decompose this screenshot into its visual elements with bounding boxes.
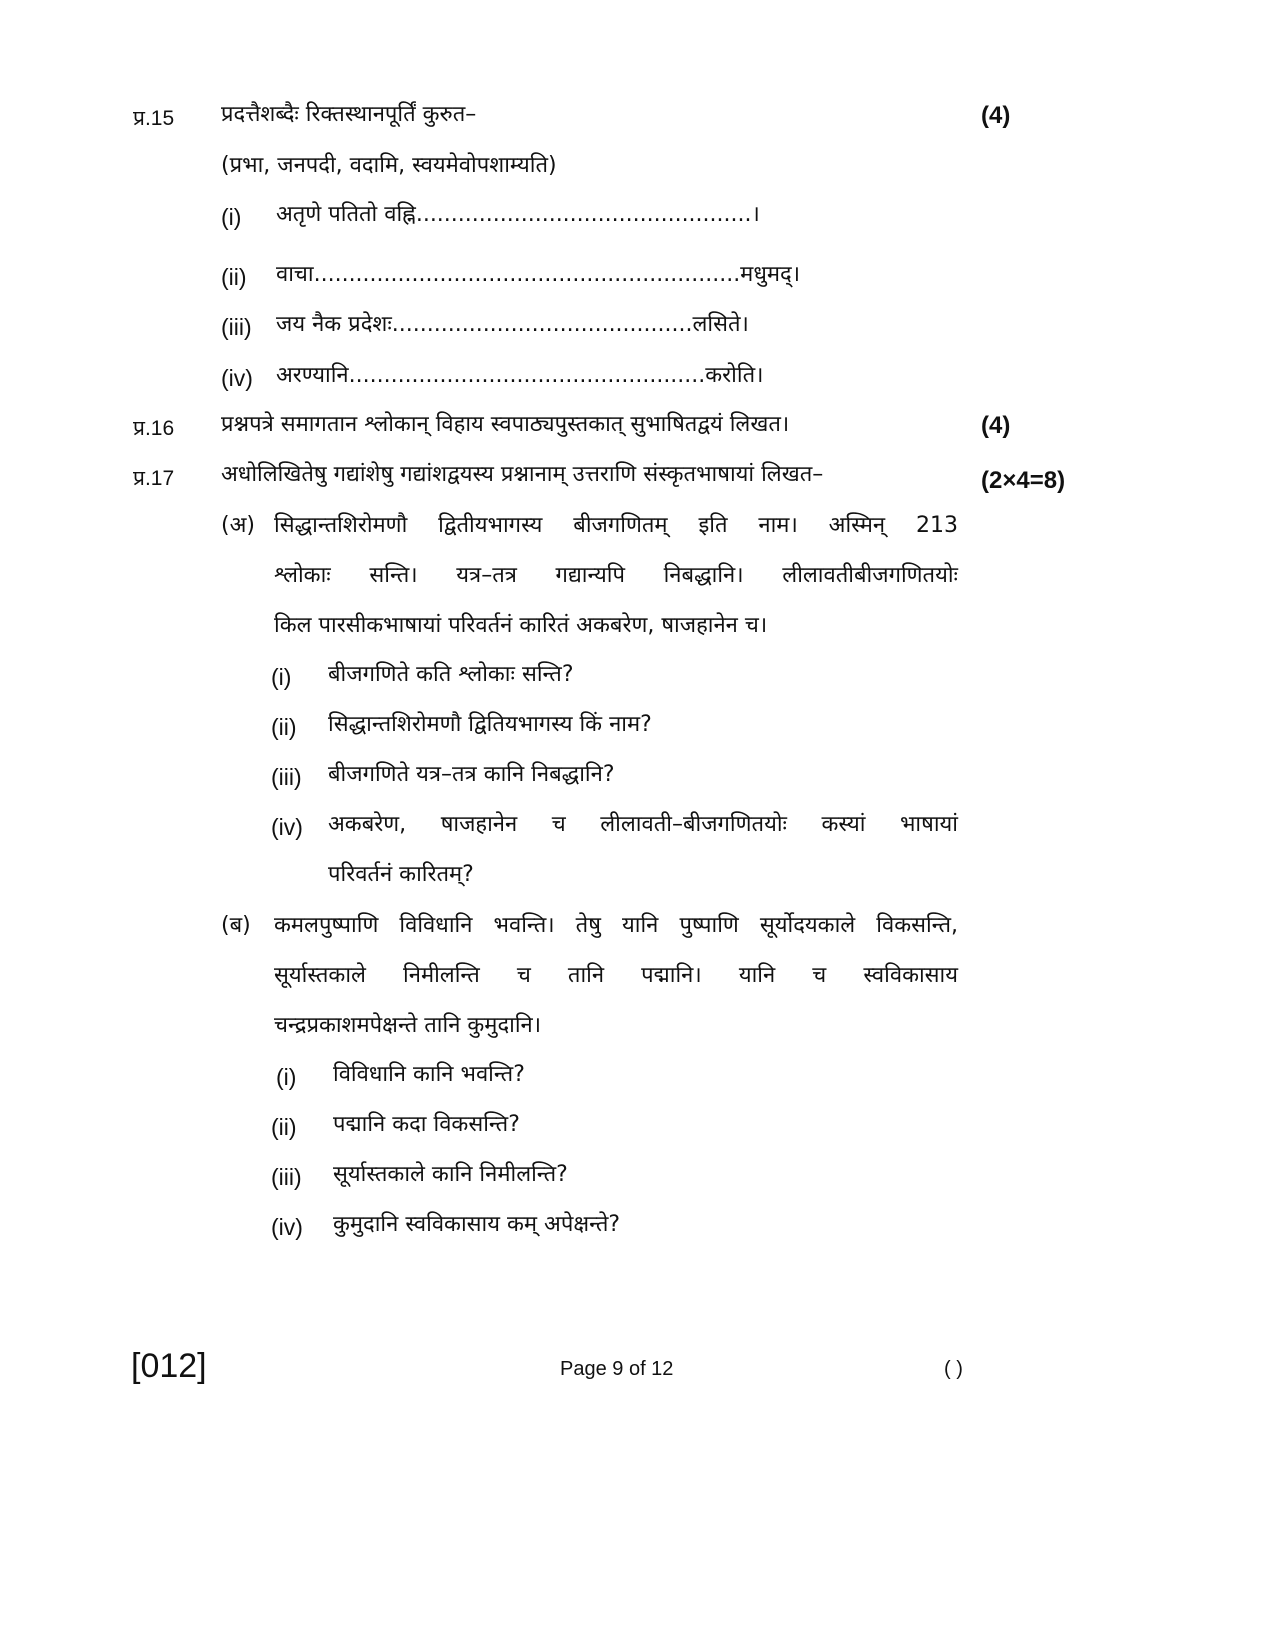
q16-marks: (4) — [981, 412, 1011, 439]
q15-item-num: (i) — [221, 204, 242, 230]
q16-number: प्र.16 — [133, 417, 175, 440]
passage-b-line: चन्द्रप्रकाशमपेक्षन्ते तानि कुमुदानि। — [274, 1013, 542, 1038]
q15-item-num: (ii) — [221, 264, 247, 290]
q15-item-text: अरण्यानि...................................................करोति। — [276, 363, 764, 388]
q15-item-num: (iii) — [221, 314, 252, 340]
passage-b-q-text: पद्मानि कदा विकसन्ति? — [333, 1112, 520, 1137]
page-number: Page 9 of 12 — [560, 1358, 674, 1380]
passage-a-line: किल पारसीकभाषायां परिवर्तनं कारितं अकबरेण, षाजहानेन च। — [274, 613, 768, 638]
q15-number: प्र.15 — [133, 107, 175, 130]
q15-options: (प्रभा, जनपदी, वदामि, स्वयमेवोपशाम्यति) — [221, 153, 557, 178]
passage-b-line: सूर्यास्तकाले निमीलन्ति च तानि पद्मानि। यानि च स्वविकासाय — [274, 963, 958, 988]
passage-a-label: (अ) — [221, 513, 255, 538]
passage-b-q-num: (iv) — [271, 1214, 303, 1240]
passage-a-q-text-cont: परिवर्तनं कारितम्? — [328, 862, 474, 887]
passage-a-q-num: (ii) — [271, 714, 297, 740]
passage-a-q-text: बीजगणिते यत्र–तत्र कानि निबद्धानि? — [328, 762, 615, 787]
passage-b-q-text: कुमुदानि स्वविकासाय कम् अपेक्षन्ते? — [333, 1212, 621, 1237]
passage-b-q-text: विविधानि कानि भवन्ति? — [333, 1062, 525, 1087]
passage-b-q-num: (iii) — [271, 1164, 302, 1190]
q15-marks: (4) — [981, 102, 1011, 129]
q16-text: प्रश्नपत्रे समागतान श्लोकान् विहाय स्वपाठ्यपुस्तकात् सुभाषितद्वयं लिखत। — [221, 412, 790, 437]
passage-b-label: (ब) — [221, 913, 251, 938]
q15-item-text: जय नैक प्रदेशः...........................................लसिते। — [276, 312, 749, 337]
passage-a-q-num: (i) — [271, 664, 292, 690]
q15-text: प्रदत्तैशब्दैः रिक्तस्थानपूर्तिं कुरुत– — [221, 102, 477, 127]
passage-b-q-num: (i) — [276, 1064, 297, 1090]
q17-text: अधोलिखितेषु गद्यांशेषु गद्यांशद्वयस्य प्रश्नानाम् उत्तराणि संस्कृतभाषायां लिखत– — [221, 462, 824, 487]
q15-item-num: (iv) — [221, 365, 253, 391]
passage-b-line: कमलपुष्पाणि विविधानि भवन्ति। तेषु यानि पुष्पाणि सूर्योदयकाले विकसन्ति, — [274, 913, 958, 938]
passage-a-q-num: (iv) — [271, 814, 303, 840]
passage-a-q-num: (iii) — [271, 764, 302, 790]
q15-item-text: वाचा.............................................................मधुमद्। — [276, 262, 801, 287]
passage-a-line: श्लोकाः सन्ति। यत्र–तत्र गद्यान्यपि निबद्धानि। लीलावतीबीजगणितयोः — [274, 563, 958, 588]
passage-b-q-num: (ii) — [271, 1114, 297, 1140]
passage-a-q-text: बीजगणिते कति श्लोकाः सन्ति? — [328, 662, 574, 687]
footer-parentheses: ( ) — [944, 1358, 963, 1380]
q17-marks: (2×4=8) — [981, 467, 1066, 494]
paper-code: [012] — [131, 1347, 207, 1385]
passage-a-q-text: सिद्धान्तशिरोमणौ द्वितियभागस्य किं नाम? — [328, 712, 652, 737]
passage-b-q-text: सूर्यास्तकाले कानि निमीलन्ति? — [333, 1162, 568, 1187]
q17-number: प्र.17 — [133, 467, 175, 490]
passage-a-line: सिद्धान्तशिरोमणौ द्वितीयभागस्य बीजगणितम् इति नाम। अस्मिन् 213 — [274, 513, 958, 538]
passage-a-q-text: अकबरेण, षाजहानेन च लीलावती–बीजगणितयोः कस्यां भाषायां — [328, 812, 958, 837]
q15-item-text: अतृणे पतितो वह्नि................................................। — [276, 202, 760, 227]
